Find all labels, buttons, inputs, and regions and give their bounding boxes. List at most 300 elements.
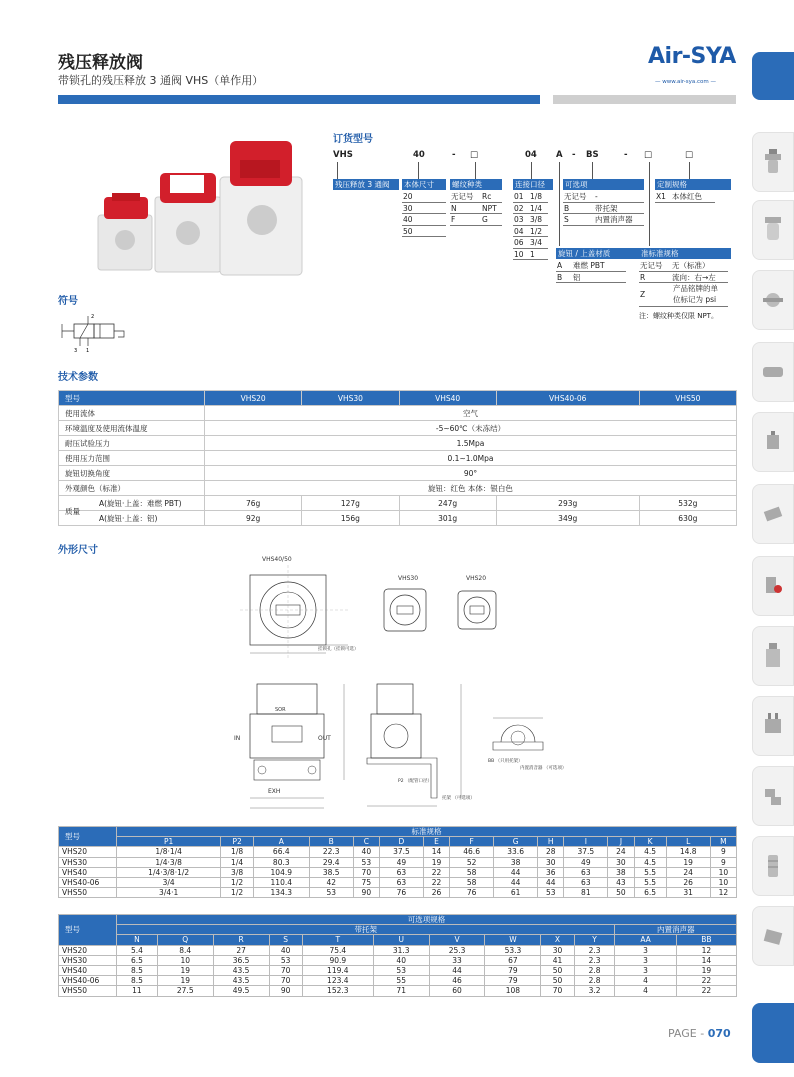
list-item: 无记号 - [563, 191, 644, 203]
table-cell: 19 [676, 965, 736, 975]
list-item: 30 [402, 203, 446, 215]
bracket-detail-view [485, 712, 555, 782]
thread-list [450, 191, 502, 226]
table-cell: 70 [269, 965, 302, 975]
table-cell: 110.4 [253, 877, 309, 887]
table-row: A(旋钮·上盖：铝) 92g 156g 301g 349g 630g [59, 511, 737, 526]
table-row: 质量 A(旋钮·上盖：难燃 PBT) 76g 127g 247g 293g 532g [59, 496, 737, 511]
table-cell: 9 [710, 847, 736, 857]
table-cell: 2.8 [574, 965, 615, 975]
table-cell: 14.8 [666, 847, 710, 857]
table-cell: 12 [710, 888, 736, 898]
table-cell: 44 [494, 877, 538, 887]
table-cell: 22 [423, 867, 449, 877]
table-cell: 53 [538, 888, 564, 898]
product-photo [90, 135, 310, 285]
column-header: D [379, 837, 423, 847]
table-cell: 55 [373, 976, 429, 986]
list-item: B 铝 [556, 272, 626, 284]
table-cell: 19 [423, 857, 449, 867]
table-cell: 3/4·1 [117, 888, 221, 898]
table-cell: 8.5 [117, 976, 158, 986]
table-cell: 75 [353, 877, 379, 887]
table-cell: 4 [615, 976, 676, 986]
side-tab-silencer[interactable] [752, 836, 794, 896]
list-item: 50 [402, 226, 446, 238]
p2-note: P2 （配管口径） [398, 779, 433, 784]
table-cell: 27 [213, 945, 269, 955]
table-cell: 33.6 [494, 847, 538, 857]
table-cell: 60 [429, 986, 485, 996]
table-cell: 44 [429, 965, 485, 975]
port-list [513, 191, 548, 260]
table-cell: 6.5 [117, 955, 158, 965]
table-row [59, 877, 737, 887]
page-subtitle: 带锁孔的残压释放 3 通阀 VHS（单作用） [58, 74, 264, 87]
table-cell: 40 [269, 945, 302, 955]
column-header: P1 [117, 837, 221, 847]
model-cell: VHS50 [59, 888, 117, 898]
table-cell: 4 [615, 986, 676, 996]
table-cell: 38 [608, 867, 634, 877]
table-cell: 63 [564, 877, 608, 887]
table-cell: 46 [429, 976, 485, 986]
table-row: 外观颜色（标准） 旋钮：红色 本体：银白色 [59, 481, 737, 496]
table-cell: 90 [353, 888, 379, 898]
table-cell: 19 [666, 857, 710, 867]
table-cell: 29.4 [309, 857, 353, 867]
table-cell: 66.4 [253, 847, 309, 857]
column-header: R [213, 935, 269, 945]
table-cell: 4.5 [634, 857, 666, 867]
table-cell: 1/4·3/8·1/2 [117, 867, 221, 877]
table-cell: 26 [423, 888, 449, 898]
table-cell: 38 [494, 857, 538, 867]
side-tab-cylinder[interactable] [752, 342, 794, 402]
table-cell: 43.5 [213, 976, 269, 986]
table-cell: 10 [710, 867, 736, 877]
model-cell: VHS50 [59, 986, 117, 996]
column-header: U [373, 935, 429, 945]
model-cell: VHS30 [59, 955, 117, 965]
table-cell: 31 [666, 888, 710, 898]
table-cell: 80.3 [253, 857, 309, 867]
table-cell: 2.3 [574, 955, 615, 965]
order-note: 注：螺纹种类仅限 NPT。 [639, 312, 718, 320]
table-cell: 134.3 [253, 888, 309, 898]
group-header-port: 连接口径 [513, 179, 553, 190]
column-header: AA [615, 935, 676, 945]
code-custom-box: □ [685, 150, 694, 160]
list-item: 20 [402, 191, 446, 203]
table-cell: 49 [564, 857, 608, 867]
options-list [563, 191, 644, 226]
column-header: V [429, 935, 485, 945]
valve-large-illustration [220, 141, 302, 275]
filter-bowl-icon [763, 217, 783, 243]
connector [475, 162, 476, 179]
model-cell: VHS40 [59, 867, 117, 877]
table-cell: 53 [373, 965, 429, 975]
list-item: 01 1/8 [513, 191, 548, 203]
table-cell: 31.3 [373, 945, 429, 955]
group-header-custom: 定制规格 [655, 179, 731, 190]
code-size: 40 [413, 150, 425, 160]
list-item: A 难燃 PBT [556, 260, 626, 272]
table-cell: 19 [157, 976, 213, 986]
table-cell: 5.4 [117, 945, 158, 955]
group-header-standard: 准标准规格 [639, 248, 731, 259]
column-header: T [302, 935, 373, 945]
table-cell: 67 [485, 955, 541, 965]
port-2-label: 2 [91, 314, 95, 320]
muffler-note: 内置消音器 （可选项） [520, 766, 567, 771]
port-3-label: 3 [74, 348, 78, 354]
side-tab-active[interactable] [752, 52, 794, 100]
table-cell: 49 [379, 857, 423, 867]
table-cell: 119.4 [302, 965, 373, 975]
table-cell: 22 [676, 976, 736, 986]
column-header: K [634, 837, 666, 847]
page-number: PAGE - 070 [668, 1027, 731, 1040]
valve-symbol [60, 310, 130, 355]
table-cell: 58 [450, 867, 494, 877]
table-cell: 43 [608, 877, 634, 887]
code-dash: - [572, 150, 576, 160]
table-cell: 24 [666, 867, 710, 877]
standard-list [639, 260, 728, 307]
manifold-icon [763, 501, 783, 527]
table-cell: 53 [269, 955, 302, 965]
table-cell: 2.8 [574, 976, 615, 986]
table-cell: 58 [450, 877, 494, 887]
table-cell: 2.3 [574, 945, 615, 955]
table-cell: 70 [353, 867, 379, 877]
lock-hole-note: 挂锁孔（挂锁可选） [318, 647, 359, 652]
table-cell: 33 [429, 955, 485, 965]
valve-icon [763, 429, 783, 455]
code-dash: - [624, 150, 628, 160]
list-item: F G [450, 214, 502, 226]
table-cell: 10 [710, 877, 736, 887]
table-cell: 36 [538, 867, 564, 877]
column-header: Q [157, 935, 213, 945]
table-cell: 28 [538, 847, 564, 857]
side-tab-regulator[interactable] [752, 696, 794, 756]
table-cell: 44 [494, 867, 538, 877]
spec-header-row: 型号 VHS20 VHS30 VHS40 VHS40-06 VHS50 [59, 391, 737, 406]
table-row [59, 888, 737, 898]
table-cell: 43.5 [213, 965, 269, 975]
table-cell: 53 [353, 857, 379, 867]
code-standard-box: □ [644, 150, 653, 160]
column-header: X [541, 935, 574, 945]
in-port-label: IN [234, 735, 241, 742]
code-material: A [556, 150, 563, 160]
bracket-note: 托架 （可选项） [442, 796, 475, 801]
connector [418, 162, 419, 179]
drawing-label-vhs4050: VHS40/50 [262, 556, 292, 563]
dimension-table-options: 型号 可选项规格 带托架 内置消声器 N Q R S T U V W X Y AA BB VHS20 5.4 8.4 27 40 75.4 31.3 25.3 53.3 30 2.3 3 12 VHS30 6.5 10 36.5 53 90.9 40 33 67 41 2.3 3 14 VHS40 8.5 19 43.5 70 119.4 53 44 79 50 2.8 3 19 VHS40-06 8.5 19 43.5 70 123.4 55 46 79 50 2.8 4 22 VHS50 11 27.5 49.5 90 152.3 71 60 108 70 3.2 4 22 [58, 914, 737, 997]
top-view-vhs30 [380, 585, 430, 635]
side-tab-filter-regulator[interactable] [752, 132, 794, 192]
table-cell: 19 [157, 965, 213, 975]
table-cell: 50 [541, 976, 574, 986]
frl-unit-icon [763, 643, 783, 669]
solenoid-icon [763, 573, 783, 599]
table-cell: 40 [373, 955, 429, 965]
connector [531, 162, 532, 179]
table-cell: 104.9 [253, 867, 309, 877]
table-cell: 42 [309, 877, 353, 887]
table-row [59, 945, 737, 955]
column-header: A [253, 837, 309, 847]
table-row: 旋钮切换角度 90° [59, 466, 737, 481]
symbol-title: 符号 [58, 296, 78, 307]
table-cell: 3/4 [117, 877, 221, 887]
list-item: 06 3/4 [513, 237, 548, 249]
connector [689, 162, 690, 179]
list-item: 02 1/4 [513, 203, 548, 215]
table-cell: 1/2 [221, 877, 254, 887]
table-cell: 79 [485, 965, 541, 975]
table-cell: 5.5 [634, 877, 666, 887]
gauge-icon [763, 287, 783, 313]
table-cell: 52 [450, 857, 494, 867]
spec-title: 技术参数 [58, 372, 98, 383]
group-header-material: 旋钮 / 上盖材质 [556, 248, 648, 259]
model-cell: VHS30 [59, 857, 117, 867]
table-cell: 53.3 [485, 945, 541, 955]
table-row [59, 847, 737, 857]
table-cell: 71 [373, 986, 429, 996]
side-tab-filter[interactable] [752, 200, 794, 260]
model-cell: VHS20 [59, 945, 117, 955]
group-header-body-size: 本体尺寸 [402, 179, 446, 190]
table-cell: 152.3 [302, 986, 373, 996]
valve-medium-illustration [155, 173, 221, 272]
side-tab-fitting[interactable] [752, 766, 794, 826]
column-header: G [494, 837, 538, 847]
fitting-icon [763, 783, 783, 809]
column-header: S [269, 935, 302, 945]
code-option: BS [586, 150, 599, 160]
side-tab-manifold[interactable] [752, 484, 794, 544]
table-cell: 3 [615, 955, 676, 965]
list-item: R 流向：右→左 [639, 272, 728, 284]
table-cell: 37.5 [564, 847, 608, 857]
drawing-label-vhs30: VHS30 [398, 575, 419, 582]
list-item: N NPT [450, 203, 502, 215]
list-item: 无记号 Rc [450, 191, 502, 203]
table-cell: 1/8·1/4 [117, 847, 221, 857]
table-cell: 76 [450, 888, 494, 898]
table-cell: 6.5 [634, 888, 666, 898]
model-cell: VHS40-06 [59, 976, 117, 986]
side-tab-accessory[interactable] [752, 906, 794, 966]
table-cell: 26 [666, 877, 710, 887]
connector [592, 162, 593, 179]
brand-logo: Air-SYA [648, 44, 736, 69]
dimension-table-standard: 型号 标准规格 P1 P2 A B C D E F G H I J K L M VHS20 1/8·1/4 1/8 66.4 22.3 40 37.5 14 46.6 33.6 28 37.5 24 4.5 14.8 9 VHS30 1/4·3/8 1/4 80.3 29.4 53 49 19 52 38 30 49 30 4.5 19 9 VHS40 1/4·3/8·1/2 3/8 104.9 38.5 70 63 22 58 44 36 63 38 5.5 24 10 VHS40-06 3/4 1/2 110.4 42 75 63 22 58 44 44 63 43 5.5 26 10 VHS50 3/4·1 1/2 134.3 53 90 76 26 76 61 53 81 50 6.5 31 12 [58, 826, 737, 898]
table-cell: 37.5 [379, 847, 423, 857]
table-cell: 12 [676, 945, 736, 955]
column-header: P2 [221, 837, 254, 847]
table-cell: 70 [541, 986, 574, 996]
regulator-icon [763, 713, 783, 739]
accessory-icon [763, 923, 783, 949]
column-header: Y [574, 935, 615, 945]
front-view [232, 680, 362, 820]
table-cell: 50 [541, 965, 574, 975]
table-cell: 76 [379, 888, 423, 898]
list-item: X1 本体红色 [655, 191, 715, 203]
column-header: E [423, 837, 449, 847]
table-cell: 27.5 [157, 986, 213, 996]
table-cell: 8.4 [157, 945, 213, 955]
table-cell: 30 [541, 945, 574, 955]
table-cell: 3/8 [221, 867, 254, 877]
table-row [59, 955, 737, 965]
list-item: Z 产品铭牌的单 位标记为 psi [639, 283, 728, 307]
spec-table [58, 390, 737, 526]
group-header-thread: 螺纹种类 [450, 179, 502, 190]
column-header: M [710, 837, 736, 847]
table-cell: 90.9 [302, 955, 373, 965]
column-header: BB [676, 935, 736, 945]
table-row [59, 986, 737, 996]
table-row: 环境温度及使用流体温度 -5~60℃（未冻结） [59, 421, 737, 436]
code-thread-box: □ [470, 150, 479, 160]
header-bar-grey [553, 95, 736, 104]
table-cell: 40 [353, 847, 379, 857]
dims-title: 外形尺寸 [58, 545, 98, 556]
column-header: I [564, 837, 608, 847]
table-row: 耐压试验压力 1.5Mpa [59, 436, 737, 451]
table-row: 使用压力范围 0.1~1.0Mpa [59, 451, 737, 466]
list-item: 无记号 无（标准） [639, 260, 728, 272]
list-item: B 带托架 [563, 203, 644, 215]
code-dash: - [452, 150, 456, 160]
list-item: 04 1/2 [513, 226, 548, 238]
table-row [59, 976, 737, 986]
table-cell: 22.3 [309, 847, 353, 857]
table-cell: 75.4 [302, 945, 373, 955]
table-cell: 1/4·3/8 [117, 857, 221, 867]
column-header: L [666, 837, 710, 847]
model-cell: VHS40 [59, 965, 117, 975]
table-cell: 63 [379, 877, 423, 887]
filter-regulator-icon [763, 149, 783, 175]
custom-list [655, 191, 715, 203]
group-header-options: 可选项 [563, 179, 644, 190]
table-cell: 38.5 [309, 867, 353, 877]
column-header: B [309, 837, 353, 847]
valve-small-illustration [98, 193, 152, 270]
out-port-label: OUT [318, 735, 331, 742]
port-1-label: 1 [86, 348, 90, 354]
list-item: 40 [402, 214, 446, 226]
table-cell: 9 [710, 857, 736, 867]
table-cell: 46.6 [450, 847, 494, 857]
order-title: 订货型号 [333, 134, 373, 145]
connector [559, 162, 560, 246]
table-cell: 1/2 [221, 888, 254, 898]
column-header: W [485, 935, 541, 945]
column-header: N [117, 935, 158, 945]
side-tab-frl[interactable] [752, 626, 794, 686]
table-cell: 4.5 [634, 847, 666, 857]
side-tab-bottom[interactable] [752, 1003, 794, 1063]
exh-port-label: EXH [268, 788, 281, 795]
drawing-label-vhs20: VHS20 [466, 575, 487, 582]
table-cell: 3.2 [574, 986, 615, 996]
code-port: 04 [525, 150, 537, 160]
table-row [59, 867, 737, 877]
table-cell: 24 [608, 847, 634, 857]
table-cell: 22 [423, 877, 449, 887]
table-cell: 49.5 [213, 986, 269, 996]
side-tab-gauge[interactable] [752, 270, 794, 330]
table-row [59, 857, 737, 867]
table-cell: 90 [269, 986, 302, 996]
column-header: H [538, 837, 564, 847]
material-list [556, 260, 626, 283]
model-cell: VHS40-06 [59, 877, 117, 887]
connector [649, 162, 650, 246]
table-cell: 10 [157, 955, 213, 965]
table-cell: 50 [608, 888, 634, 898]
table-cell: 44 [538, 877, 564, 887]
table-cell: 123.4 [302, 976, 373, 986]
brand-url: — www.air-sya.com — [655, 79, 717, 85]
table-cell: 11 [117, 986, 158, 996]
table-cell: 108 [485, 986, 541, 996]
table-row [59, 965, 737, 975]
side-tab-solenoid[interactable] [752, 556, 794, 616]
table-cell: 14 [676, 955, 736, 965]
column-header: F [450, 837, 494, 847]
side-tab-valve[interactable] [752, 412, 794, 472]
table-cell: 63 [379, 867, 423, 877]
header-bar [58, 95, 540, 104]
table-cell: 25.3 [429, 945, 485, 955]
table-cell: 36.5 [213, 955, 269, 965]
page-title: 残压释放阀 [58, 53, 143, 73]
table-cell: 5.5 [634, 867, 666, 877]
table-cell: 8.5 [117, 965, 158, 975]
sor-label: SOR [275, 707, 286, 713]
table-cell: 30 [608, 857, 634, 867]
table-cell: 41 [541, 955, 574, 965]
table-cell: 1/8 [221, 847, 254, 857]
code-vhs: VHS [333, 150, 353, 160]
table-cell: 3 [615, 945, 676, 955]
table-cell: 63 [564, 867, 608, 877]
table-cell: 70 [269, 976, 302, 986]
column-header: C [353, 837, 379, 847]
cylinder-icon [763, 359, 783, 385]
table-row: 使用流体 空气 [59, 406, 737, 421]
connector [337, 162, 338, 179]
group-header-model: 残压释放 3 通阀 [333, 179, 399, 190]
column-header: J [608, 837, 634, 847]
table-cell: 1/4 [221, 857, 254, 867]
body-size-list [402, 191, 446, 237]
table-cell: 79 [485, 976, 541, 986]
table-cell: 53 [309, 888, 353, 898]
table-cell: 81 [564, 888, 608, 898]
